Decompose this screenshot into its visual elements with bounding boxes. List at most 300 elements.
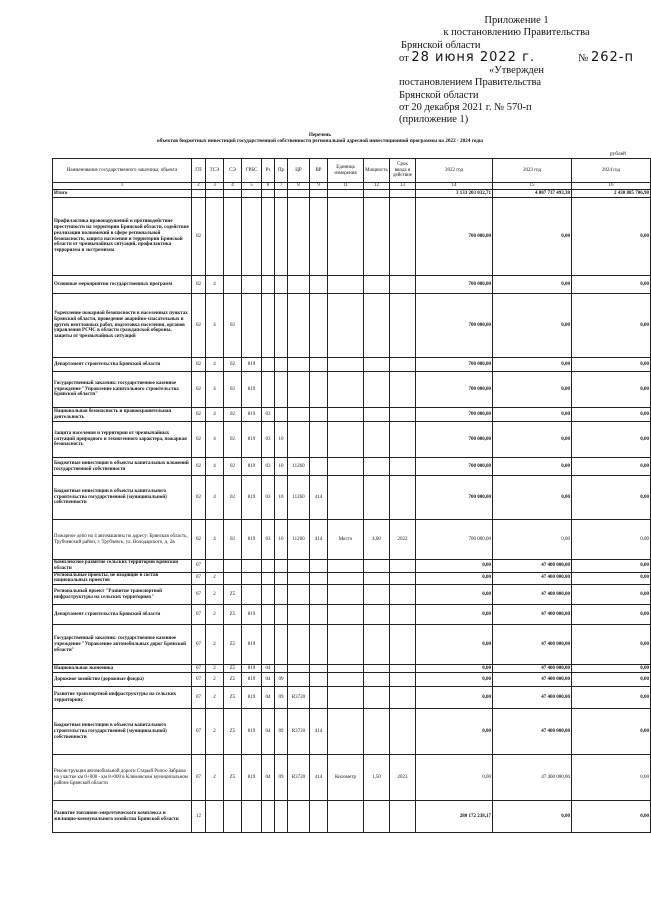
table-row xyxy=(53,520,651,560)
cell-y2022: 0,00 xyxy=(416,605,493,625)
cell-se: 02 xyxy=(224,520,242,560)
header-line-4: Брянской области xyxy=(399,89,479,101)
cell-pr: 09 xyxy=(275,687,288,709)
cell-cap xyxy=(364,572,390,585)
cell-tsz: 4 xyxy=(206,476,224,520)
cell-y2023: 0,00 xyxy=(493,801,572,833)
cell-se xyxy=(224,801,242,833)
cell-um xyxy=(328,358,364,372)
cell-term xyxy=(390,276,416,294)
cell-y2023: 47 400 000,00 xyxy=(493,625,572,665)
cell-cap xyxy=(364,625,390,665)
cell-tsz: 2 xyxy=(206,605,224,625)
table-row xyxy=(53,198,651,276)
cell-tsz: 2 xyxy=(206,755,224,801)
table-row xyxy=(53,673,651,687)
cell-se: Z5 xyxy=(224,755,242,801)
cell-y2024: 0,00 xyxy=(572,585,651,605)
cell-cap xyxy=(364,709,390,755)
cell-pr: 10 xyxy=(275,520,288,560)
colnum: 12 xyxy=(364,183,390,190)
cell-vr xyxy=(310,358,328,372)
cell-tsz: 4 xyxy=(206,408,224,422)
cell-cap xyxy=(364,190,390,198)
header-line-3: постановлением Правительства xyxy=(399,77,542,89)
cell-gp: 02 xyxy=(192,294,206,358)
cell-vr xyxy=(310,560,328,573)
cell-y2022: 280 172 238,17 xyxy=(416,801,493,833)
cell-y2024: 0,00 xyxy=(572,801,651,833)
colnum: 14 xyxy=(416,183,493,190)
cell-se xyxy=(224,190,242,198)
cell-se: 02 xyxy=(224,294,242,358)
cell-grbs: 819 xyxy=(242,605,262,625)
cell-y2022: 0,00 xyxy=(416,687,493,709)
cell-cap xyxy=(364,560,390,573)
cell-y2023: 47 400 000,00 xyxy=(493,673,572,687)
cell-cr xyxy=(288,801,310,833)
table-row xyxy=(53,625,651,665)
date-handwritten: 28 июня 2022 г. xyxy=(411,49,536,65)
cell-rz: 03 xyxy=(262,408,275,422)
cell-y2022: 700 000,00 xyxy=(416,358,493,372)
cell-pr xyxy=(275,585,288,605)
cell-cap xyxy=(364,687,390,709)
col-2022: 2022 год xyxy=(416,159,493,183)
cell-cr xyxy=(288,572,310,585)
cell-pr xyxy=(275,572,288,585)
cell-rz xyxy=(262,585,275,605)
row-name: Национальная экономика xyxy=(53,665,192,673)
col-2023: 2023 год xyxy=(493,159,572,183)
cell-tsz: 4 xyxy=(206,294,224,358)
cell-term: 2023 xyxy=(390,755,416,801)
cell-y2022: 700 000,00 xyxy=(416,520,493,560)
header-line-1: к постановлению Правительства xyxy=(443,27,590,39)
cell-y2024: 0,00 xyxy=(572,560,651,573)
cell-um xyxy=(328,372,364,408)
cell-um xyxy=(328,572,364,585)
colnum: 1 xyxy=(53,183,192,190)
cell-rz xyxy=(262,294,275,358)
cell-gp: 07 xyxy=(192,755,206,801)
table-row xyxy=(53,801,651,833)
col-term: Срок ввода в действие xyxy=(390,159,416,183)
cell-cap xyxy=(364,372,390,408)
cell-um xyxy=(328,422,364,458)
cell-cr xyxy=(288,294,310,358)
table-row xyxy=(53,605,651,625)
row-name: Бюджетные инвестиции в объекты капитальных вложений государственной собственности xyxy=(53,458,192,476)
table-row xyxy=(53,687,651,709)
cell-y2023: 47 400 000,00 xyxy=(493,585,572,605)
cell-pr xyxy=(275,665,288,673)
cell-gp: 02 xyxy=(192,520,206,560)
cell-gp: 02 xyxy=(192,408,206,422)
cell-cr xyxy=(288,372,310,408)
row-name: Развитие топливно-энергетического комплекса и жилищно-коммунального хозяйства Брянской области xyxy=(53,801,192,833)
title-line-1: Перечень xyxy=(308,132,332,138)
cell-pr xyxy=(275,408,288,422)
cell-rz xyxy=(262,605,275,625)
cell-rz xyxy=(262,358,275,372)
cell-pr xyxy=(275,276,288,294)
cell-se: 02 xyxy=(224,372,242,408)
cell-rz: 03 xyxy=(262,476,275,520)
cell-se: Z5 xyxy=(224,605,242,625)
cell-um xyxy=(328,294,364,358)
cell-tsz: 2 xyxy=(206,687,224,709)
cell-pr: 09 xyxy=(275,673,288,687)
cell-term xyxy=(390,560,416,573)
cell-y2022: 700 000,00 xyxy=(416,408,493,422)
cell-gp: 02 xyxy=(192,276,206,294)
cell-cr: R3720 xyxy=(288,687,310,709)
number-prefix: № xyxy=(578,52,589,64)
cell-pr: 10 xyxy=(275,458,288,476)
cell-vr xyxy=(310,605,328,625)
cell-y2024: 0,00 xyxy=(572,372,651,408)
cell-grbs xyxy=(242,294,262,358)
cell-pr: 10 xyxy=(275,476,288,520)
col-gp: ГП xyxy=(192,159,206,183)
row-name: Департамент строительства Брянской области xyxy=(53,358,192,372)
cell-grbs: 819 xyxy=(242,358,262,372)
cell-cap xyxy=(364,605,390,625)
cell-cr xyxy=(288,673,310,687)
cell-um xyxy=(328,665,364,673)
colnum: 9 xyxy=(310,183,328,190)
cell-pr xyxy=(275,625,288,665)
table-row xyxy=(53,458,651,476)
cell-se: Z5 xyxy=(224,709,242,755)
cell-y2023: 4 807 737 493,38 xyxy=(493,190,572,198)
table-row xyxy=(53,476,651,520)
cell-rz: 04 xyxy=(262,755,275,801)
colnum: 2 xyxy=(192,183,206,190)
cell-term xyxy=(390,585,416,605)
cell-y2024: 0,00 xyxy=(572,572,651,585)
cell-y2023: 47 400 000,00 xyxy=(493,665,572,673)
cell-y2024: 0,00 xyxy=(572,422,651,458)
cell-term: 2022 xyxy=(390,520,416,560)
cell-tsz: 2 xyxy=(206,665,224,673)
cell-y2023: 47 400 000,00 xyxy=(493,755,572,801)
cell-grbs: 819 xyxy=(242,625,262,665)
header-line-6: (приложение 1) xyxy=(399,114,469,126)
cell-tsz: 4 xyxy=(206,276,224,294)
cell-y2022: 700 000,00 xyxy=(416,276,493,294)
cell-y2024: 0,00 xyxy=(572,294,651,358)
cell-pr xyxy=(275,372,288,408)
col-name: Наименование государственного заказчика, объекта xyxy=(53,159,192,183)
table-row xyxy=(53,709,651,755)
cell-rz: 03 xyxy=(262,458,275,476)
cell-y2022: 700 000,00 xyxy=(416,458,493,476)
cell-y2023: 0,00 xyxy=(493,198,572,276)
cell-y2023: 0,00 xyxy=(493,408,572,422)
cell-grbs: 819 xyxy=(242,709,262,755)
cell-um xyxy=(328,709,364,755)
col-capacity: Мощность xyxy=(364,159,390,183)
cell-tsz: 2 xyxy=(206,585,224,605)
cell-um xyxy=(328,190,364,198)
cell-se: 02 xyxy=(224,476,242,520)
cell-y2024: 0,00 xyxy=(572,276,651,294)
cell-y2022: 0,00 xyxy=(416,673,493,687)
header-line-5: от 20 декабря 2021 г. № 570-п xyxy=(399,102,532,114)
cell-um xyxy=(328,673,364,687)
cell-se: Z5 xyxy=(224,585,242,605)
cell-y2024: 0,00 xyxy=(572,358,651,372)
cell-y2022: 0,00 xyxy=(416,560,493,573)
cell-vr xyxy=(310,687,328,709)
colnum: 6 xyxy=(262,183,275,190)
colnum: 11 xyxy=(328,183,364,190)
cell-y2024: 0,00 xyxy=(572,625,651,665)
date-prefix: от xyxy=(399,52,409,64)
row-name: Реконструкция автомобильной дороги Старый Ропск-Забрама на участке км 0+000 - км 8+000 в Климовском муниципальном районе Брянской области xyxy=(53,755,192,801)
cell-rz: 04 xyxy=(262,709,275,755)
cell-grbs: 819 xyxy=(242,408,262,422)
cell-vr: 414 xyxy=(310,755,328,801)
cell-grbs xyxy=(242,560,262,573)
cell-term xyxy=(390,572,416,585)
cell-gp: 02 xyxy=(192,358,206,372)
cell-y2022: 700 000,00 xyxy=(416,294,493,358)
cell-term xyxy=(390,372,416,408)
cell-gp: 02 xyxy=(192,198,206,276)
cell-y2024: 0,00 xyxy=(572,673,651,687)
cell-vr: 414 xyxy=(310,709,328,755)
cell-y2022: 0,00 xyxy=(416,625,493,665)
cell-gp: 07 xyxy=(192,560,206,573)
row-name: Комплексное развитие сельских территорий Брянской области xyxy=(53,560,192,573)
row-name: Пожарное депо на 4 автомашины по адресу: Брянская область, Трубчевский район, г. Трубчевск, ул. Володарского, д. 2в xyxy=(53,520,192,560)
col-cr: ЦР xyxy=(288,159,310,183)
cell-grbs: 819 xyxy=(242,755,262,801)
row-name: Национальная безопасность и правоохранительная деятельность xyxy=(53,408,192,422)
cell-cap xyxy=(364,198,390,276)
cell-tsz xyxy=(206,190,224,198)
cell-um xyxy=(328,605,364,625)
cell-term xyxy=(390,408,416,422)
cell-grbs: 819 xyxy=(242,687,262,709)
table-row xyxy=(53,755,651,801)
cell-vr xyxy=(310,190,328,198)
cell-tsz xyxy=(206,198,224,276)
table-header-row xyxy=(53,159,651,183)
cell-se xyxy=(224,198,242,276)
cell-um xyxy=(328,625,364,665)
table-row xyxy=(53,572,651,585)
colnum: 13 xyxy=(390,183,416,190)
table-row xyxy=(53,358,651,372)
cell-cr xyxy=(288,605,310,625)
cell-rz: 03 xyxy=(262,520,275,560)
row-name: Защита населения и территории от чрезвычайных ситуаций природного и техногенного характера, пожарная безопасность xyxy=(53,422,192,458)
cell-rz: 04 xyxy=(262,687,275,709)
cell-tsz xyxy=(206,801,224,833)
cell-gp: 02 xyxy=(192,476,206,520)
cell-y2022: 700 000,00 xyxy=(416,198,493,276)
cell-y2022: 0,00 xyxy=(416,755,493,801)
cell-se: 02 xyxy=(224,458,242,476)
cell-y2022: 700 000,00 xyxy=(416,422,493,458)
col-unit: Единица измерения xyxy=(328,159,364,183)
cell-um xyxy=(328,408,364,422)
cell-y2024: 2 430 885 706,98 xyxy=(572,190,651,198)
cell-vr: 414 xyxy=(310,476,328,520)
cell-vr xyxy=(310,422,328,458)
cell-gp: 07 xyxy=(192,625,206,665)
table-row xyxy=(53,372,651,408)
cell-vr xyxy=(310,665,328,673)
cell-vr xyxy=(310,572,328,585)
col-vr: ВР xyxy=(310,159,328,183)
cell-tsz xyxy=(206,560,224,573)
cell-term xyxy=(390,673,416,687)
cell-rz: 04 xyxy=(262,673,275,687)
cell-cap xyxy=(364,276,390,294)
cell-grbs: 819 xyxy=(242,673,262,687)
col-rz: Рз xyxy=(262,159,275,183)
cell-gp: 07 xyxy=(192,665,206,673)
number-handwritten: 262-п xyxy=(590,49,634,65)
cell-term xyxy=(390,358,416,372)
cell-y2024: 0,00 xyxy=(572,458,651,476)
cell-vr xyxy=(310,372,328,408)
cell-term xyxy=(390,709,416,755)
cell-cap xyxy=(364,408,390,422)
table-row xyxy=(53,190,651,198)
cell-tsz: 4 xyxy=(206,520,224,560)
cell-rz xyxy=(262,276,275,294)
cell-se: Z5 xyxy=(224,665,242,673)
cell-y2024: 0,00 xyxy=(572,687,651,709)
row-name: Государственный заказчик: государственное казенное учреждение "Управление капитального строительства Брянской области" xyxy=(53,372,192,408)
cell-um xyxy=(328,801,364,833)
appendix-label: Приложение 1 xyxy=(484,15,549,26)
cell-pr xyxy=(275,560,288,573)
cell-cap xyxy=(364,458,390,476)
col-tsz: ТСЭ xyxy=(206,159,224,183)
cell-y2023: 0,00 xyxy=(493,358,572,372)
cell-vr: 414 xyxy=(310,520,328,560)
cell-term xyxy=(390,665,416,673)
row-name: Бюджетные инвестиции в объекты капитального строительства государственной (муниципальной) собственности xyxy=(53,476,192,520)
approved-label: «Утвержден xyxy=(489,65,544,77)
cell-pr xyxy=(275,190,288,198)
row-name: Департамент строительства Брянской области xyxy=(53,605,192,625)
cell-grbs: 819 xyxy=(242,520,262,560)
cell-y2023: 47 400 000,00 xyxy=(493,709,572,755)
cell-term xyxy=(390,458,416,476)
cell-gp: 07 xyxy=(192,572,206,585)
cell-um xyxy=(328,276,364,294)
cell-cap xyxy=(364,476,390,520)
cell-um: Километр xyxy=(328,755,364,801)
document-header xyxy=(399,15,634,127)
cell-y2022: 700 000,00 xyxy=(416,372,493,408)
cell-vr xyxy=(310,294,328,358)
header-line-2: Брянской области xyxy=(401,39,481,51)
cell-y2022: 0,00 xyxy=(416,665,493,673)
cell-grbs: 819 xyxy=(242,372,262,408)
unit-label: рублей xyxy=(609,151,626,157)
row-name: Основные мероприятия государственных программ xyxy=(53,276,192,294)
cell-gp: 12 xyxy=(192,801,206,833)
cell-pr xyxy=(275,801,288,833)
table-row xyxy=(53,585,651,605)
cell-y2023: 47 400 000,00 xyxy=(493,605,572,625)
cell-um xyxy=(328,687,364,709)
cell-um xyxy=(328,198,364,276)
cell-rz xyxy=(262,190,275,198)
cell-cr xyxy=(288,585,310,605)
col-2024: 2024 год xyxy=(572,159,651,183)
cell-grbs: 819 xyxy=(242,458,262,476)
cell-vr xyxy=(310,458,328,476)
cell-cr: 11260 xyxy=(288,476,310,520)
cell-se xyxy=(224,560,242,573)
cell-tsz: 4 xyxy=(206,372,224,408)
cell-term xyxy=(390,625,416,665)
cell-gp: 07 xyxy=(192,673,206,687)
column-number-row xyxy=(53,183,651,190)
row-name: Профилактика правонарушений и противодействие преступности на территории Брянской области, содействие реализации полномочий в сфере региональной безопасности, защита населения и территории Брянской области от чрезвычайных ситуаций, профилактика терроризма и экстремизма xyxy=(53,198,192,276)
table-body xyxy=(53,190,651,833)
cell-se: Z5 xyxy=(224,673,242,687)
cell-rz: 03 xyxy=(262,422,275,458)
cell-cap: 4,00 xyxy=(364,520,390,560)
table-row xyxy=(53,665,651,673)
colnum: 5 xyxy=(242,183,262,190)
cell-vr xyxy=(310,276,328,294)
cell-cap: 1,50 xyxy=(364,755,390,801)
cell-se xyxy=(224,276,242,294)
colnum: 16 xyxy=(572,183,651,190)
cell-cr: 11260 xyxy=(288,458,310,476)
cell-y2024: 0,00 xyxy=(572,605,651,625)
cell-cap xyxy=(364,422,390,458)
cell-cr xyxy=(288,625,310,665)
cell-um xyxy=(328,560,364,573)
cell-rz xyxy=(262,560,275,573)
row-name: Итого xyxy=(53,190,192,198)
cell-y2023: 0,00 xyxy=(493,476,572,520)
cell-y2022: 0,00 xyxy=(416,709,493,755)
col-pr: Пр xyxy=(275,159,288,183)
cell-cr xyxy=(288,190,310,198)
cell-cr xyxy=(288,560,310,573)
cell-se: 02 xyxy=(224,358,242,372)
cell-term xyxy=(390,605,416,625)
cell-cap xyxy=(364,673,390,687)
cell-se: 02 xyxy=(224,408,242,422)
cell-um xyxy=(328,585,364,605)
cell-grbs: 819 xyxy=(242,422,262,458)
cell-cr: R3720 xyxy=(288,709,310,755)
cell-gp: 02 xyxy=(192,458,206,476)
row-name: Региональный проект "Развитие транспортной инфраструктуры на сельских территориях" xyxy=(53,585,192,605)
cell-tsz: 4 xyxy=(206,458,224,476)
cell-cr xyxy=(288,665,310,673)
investment-table xyxy=(52,158,651,833)
cell-gp: 07 xyxy=(192,605,206,625)
cell-vr xyxy=(310,673,328,687)
cell-rz xyxy=(262,198,275,276)
